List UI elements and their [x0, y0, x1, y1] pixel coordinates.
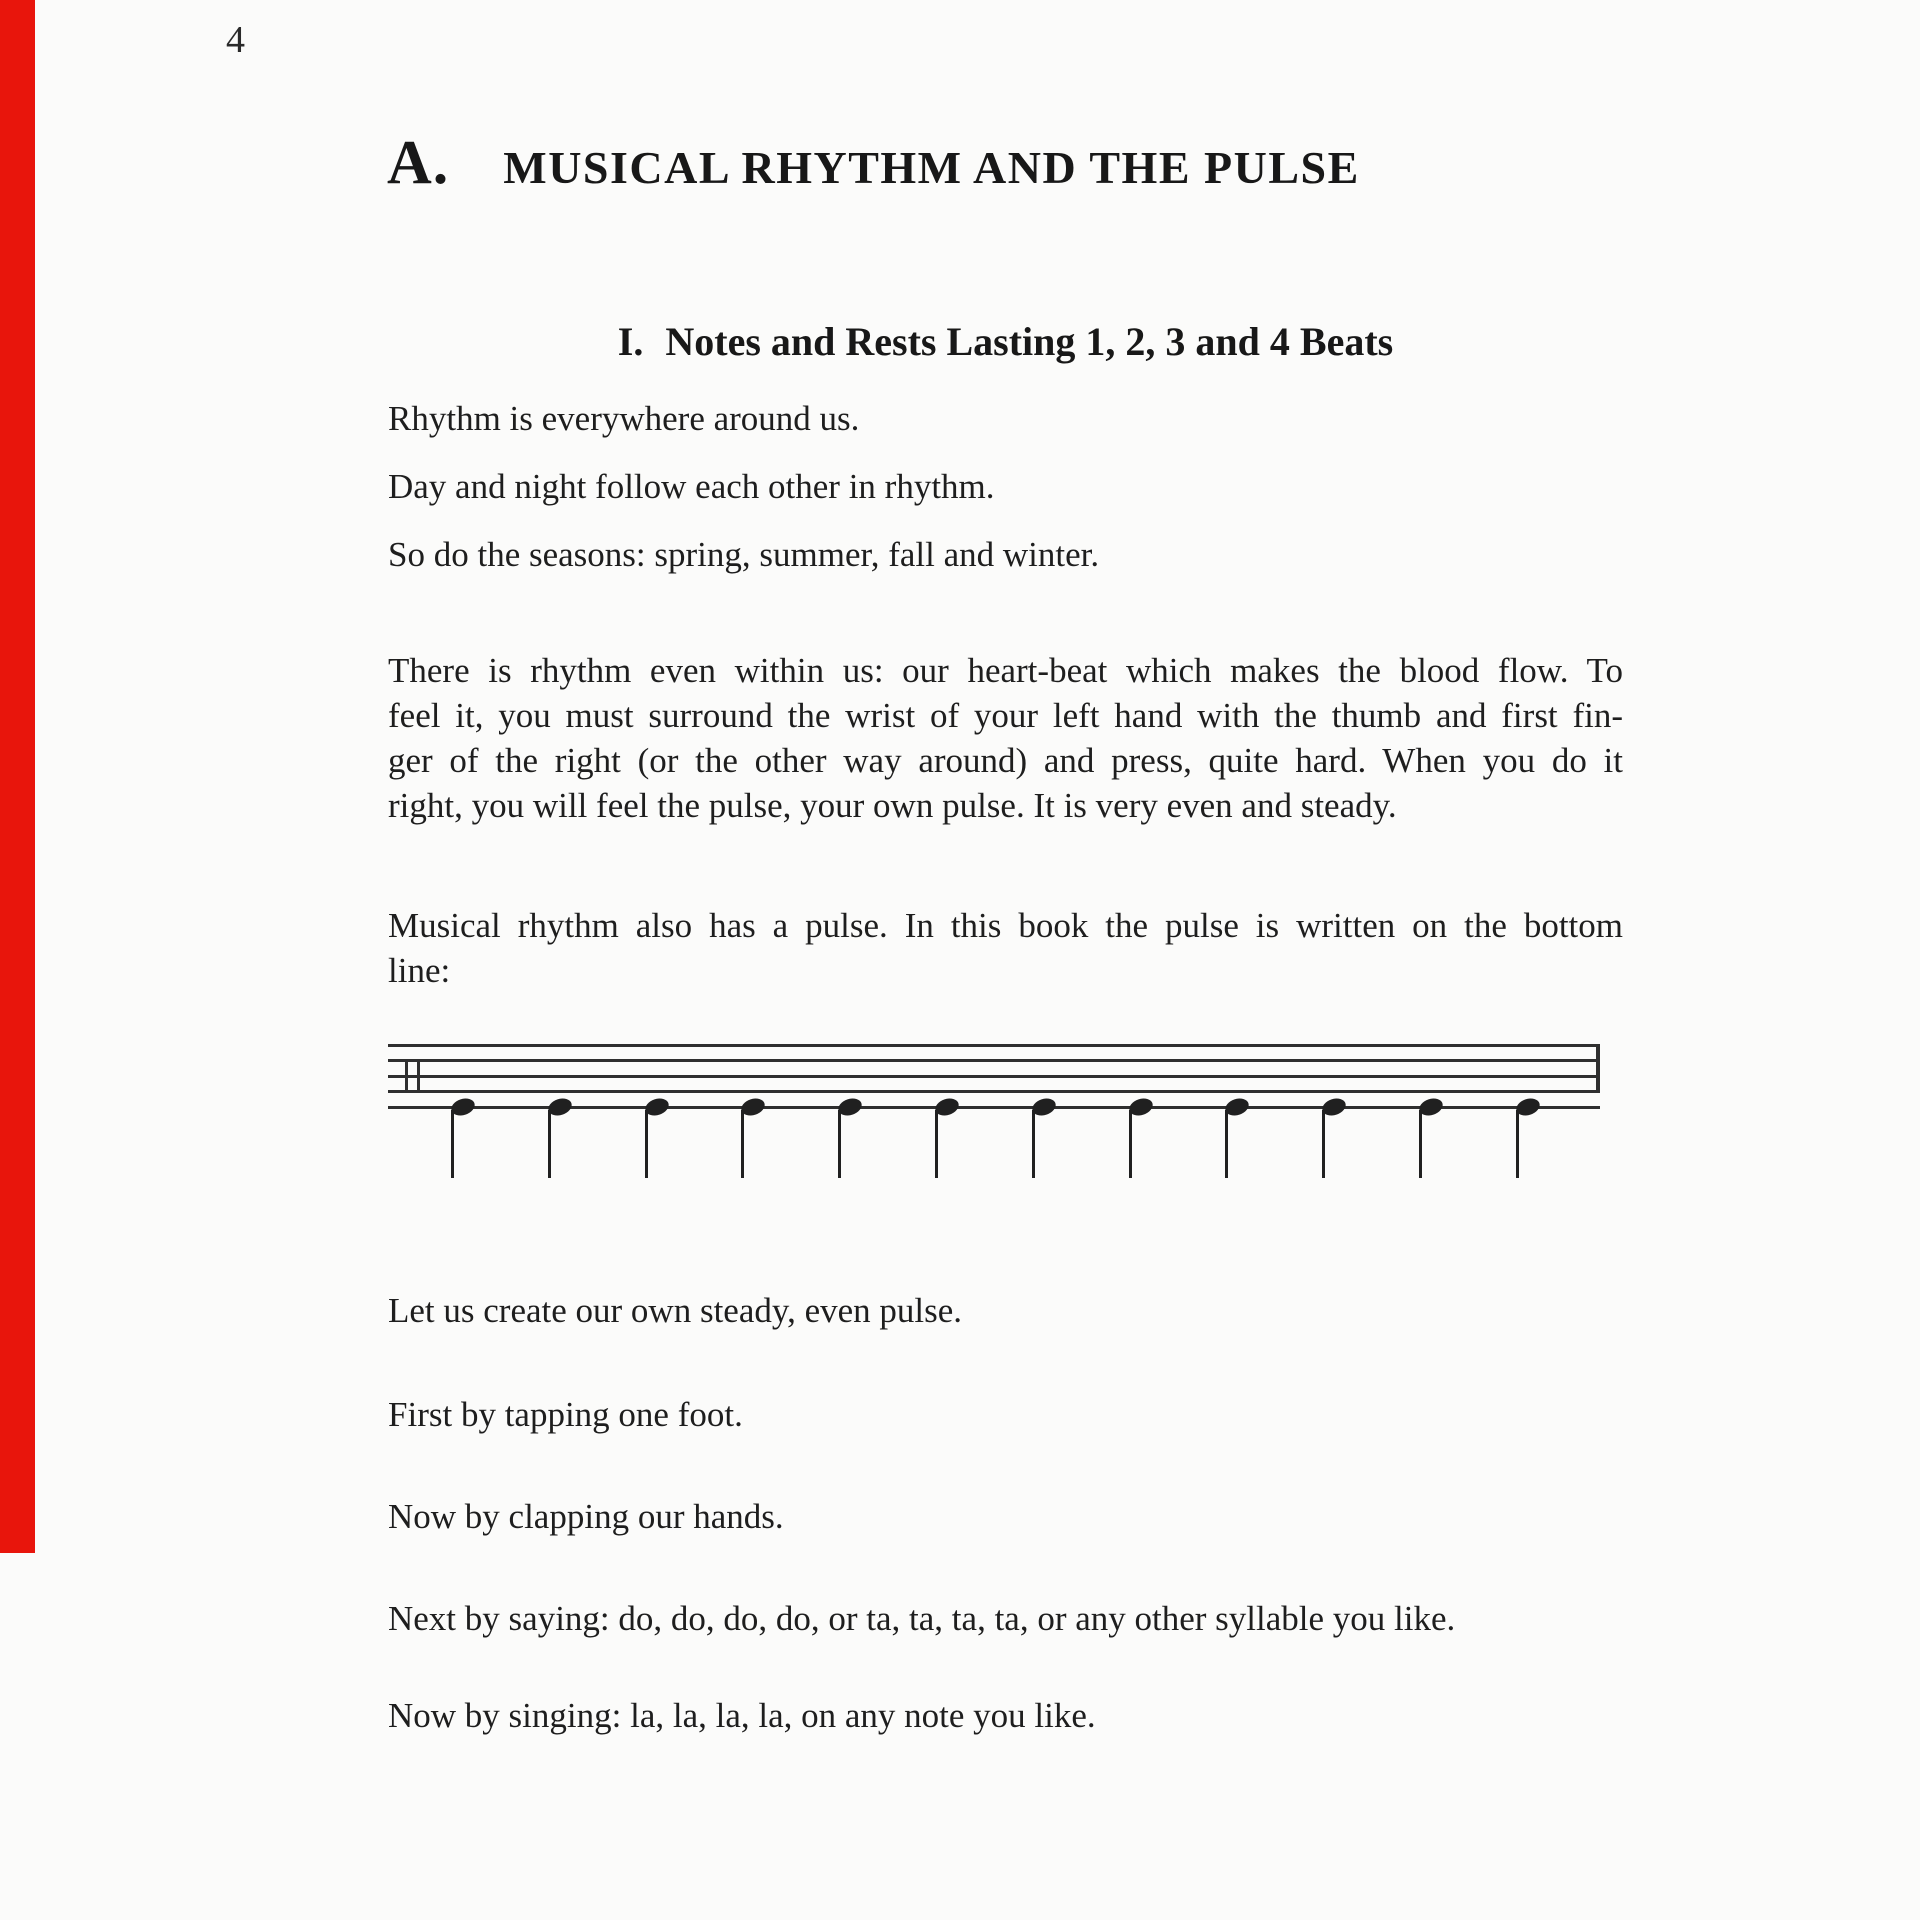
note-stem [645, 1110, 648, 1178]
note-stem [548, 1110, 551, 1178]
section-title: MUSICAL RHYTHM AND THE PULSE [503, 142, 1360, 193]
practice-line-2: First by tapping one foot. [388, 1395, 743, 1434]
note-stem [838, 1110, 841, 1178]
paragraph-line: There is rhythm even within us: our heart-beat which makes the blood flow. To [388, 651, 1623, 690]
quarter-note [1419, 1099, 1443, 1183]
quarter-note [645, 1099, 669, 1183]
subheading-numeral: I. [617, 319, 644, 364]
note-stem [1516, 1110, 1519, 1178]
note-stem [1129, 1110, 1132, 1178]
paragraph-line: ger of the right (or the other way around) and press, quite hard. When you do it [388, 741, 1623, 780]
quarter-note [1225, 1099, 1249, 1183]
paragraph-line: Musical rhythm also has a pulse. In this book the pulse is written on the bottom [388, 906, 1623, 945]
scan-edge-stripe [0, 0, 35, 1553]
practice-line-1: Let us create our own steady, even pulse. [388, 1291, 963, 1330]
page-number: 4 [226, 19, 245, 61]
note-stem [1032, 1110, 1035, 1178]
intro-line-3: So do the seasons: spring, summer, fall and winter. [388, 535, 1100, 574]
end-barline [1596, 1044, 1600, 1093]
staff-line [388, 1044, 1600, 1047]
note-stem [451, 1110, 454, 1178]
quarter-note [548, 1099, 572, 1183]
practice-line-4: Next by saying: do, do, do, do, or ta, ta, ta, ta, or any other syllable you like. [388, 1599, 1456, 1638]
paragraph-line: feel it, you must surround the wrist of your left hand with the thumb and first fin- [388, 696, 1623, 735]
quarter-note [1129, 1099, 1153, 1183]
note-stem [1419, 1110, 1422, 1178]
section-letter: A. [387, 129, 450, 197]
quarter-note [741, 1099, 765, 1183]
intro-line-1: Rhythm is everywhere around us. [388, 399, 860, 438]
staff-line [388, 1059, 1600, 1062]
staff-line [388, 1075, 1600, 1078]
pulse-paragraph [388, 648, 1623, 828]
staff-line [388, 1090, 1600, 1093]
note-stem [1322, 1110, 1325, 1178]
note-stem [1225, 1110, 1228, 1178]
note-stem [935, 1110, 938, 1178]
practice-line-3: Now by clapping our hands. [388, 1497, 784, 1536]
quarter-note [1516, 1099, 1540, 1183]
intro-line-2: Day and night follow each other in rhythm. [388, 467, 995, 506]
begin-barline [405, 1059, 408, 1093]
begin-barline [417, 1059, 420, 1093]
quarter-note [1322, 1099, 1346, 1183]
practice-line-5: Now by singing: la, la, la, la, on any note you like. [388, 1696, 1096, 1735]
notation-paragraph [388, 903, 1623, 993]
note-stem [741, 1110, 744, 1178]
paragraph-line: right, you will feel the pulse, your own pulse. It is very even and steady. [388, 786, 1397, 825]
quarter-note [1032, 1099, 1056, 1183]
paragraph-line: line: [388, 951, 451, 990]
subheading-title: Notes and Rests Lasting 1, 2, 3 and 4 Beats [665, 319, 1394, 364]
chapter-subheading [388, 318, 1623, 365]
quarter-note [451, 1099, 475, 1183]
section-heading [387, 128, 1360, 199]
quarter-note [935, 1099, 959, 1183]
quarter-note [838, 1099, 862, 1183]
pulse-staff [388, 1044, 1600, 1179]
